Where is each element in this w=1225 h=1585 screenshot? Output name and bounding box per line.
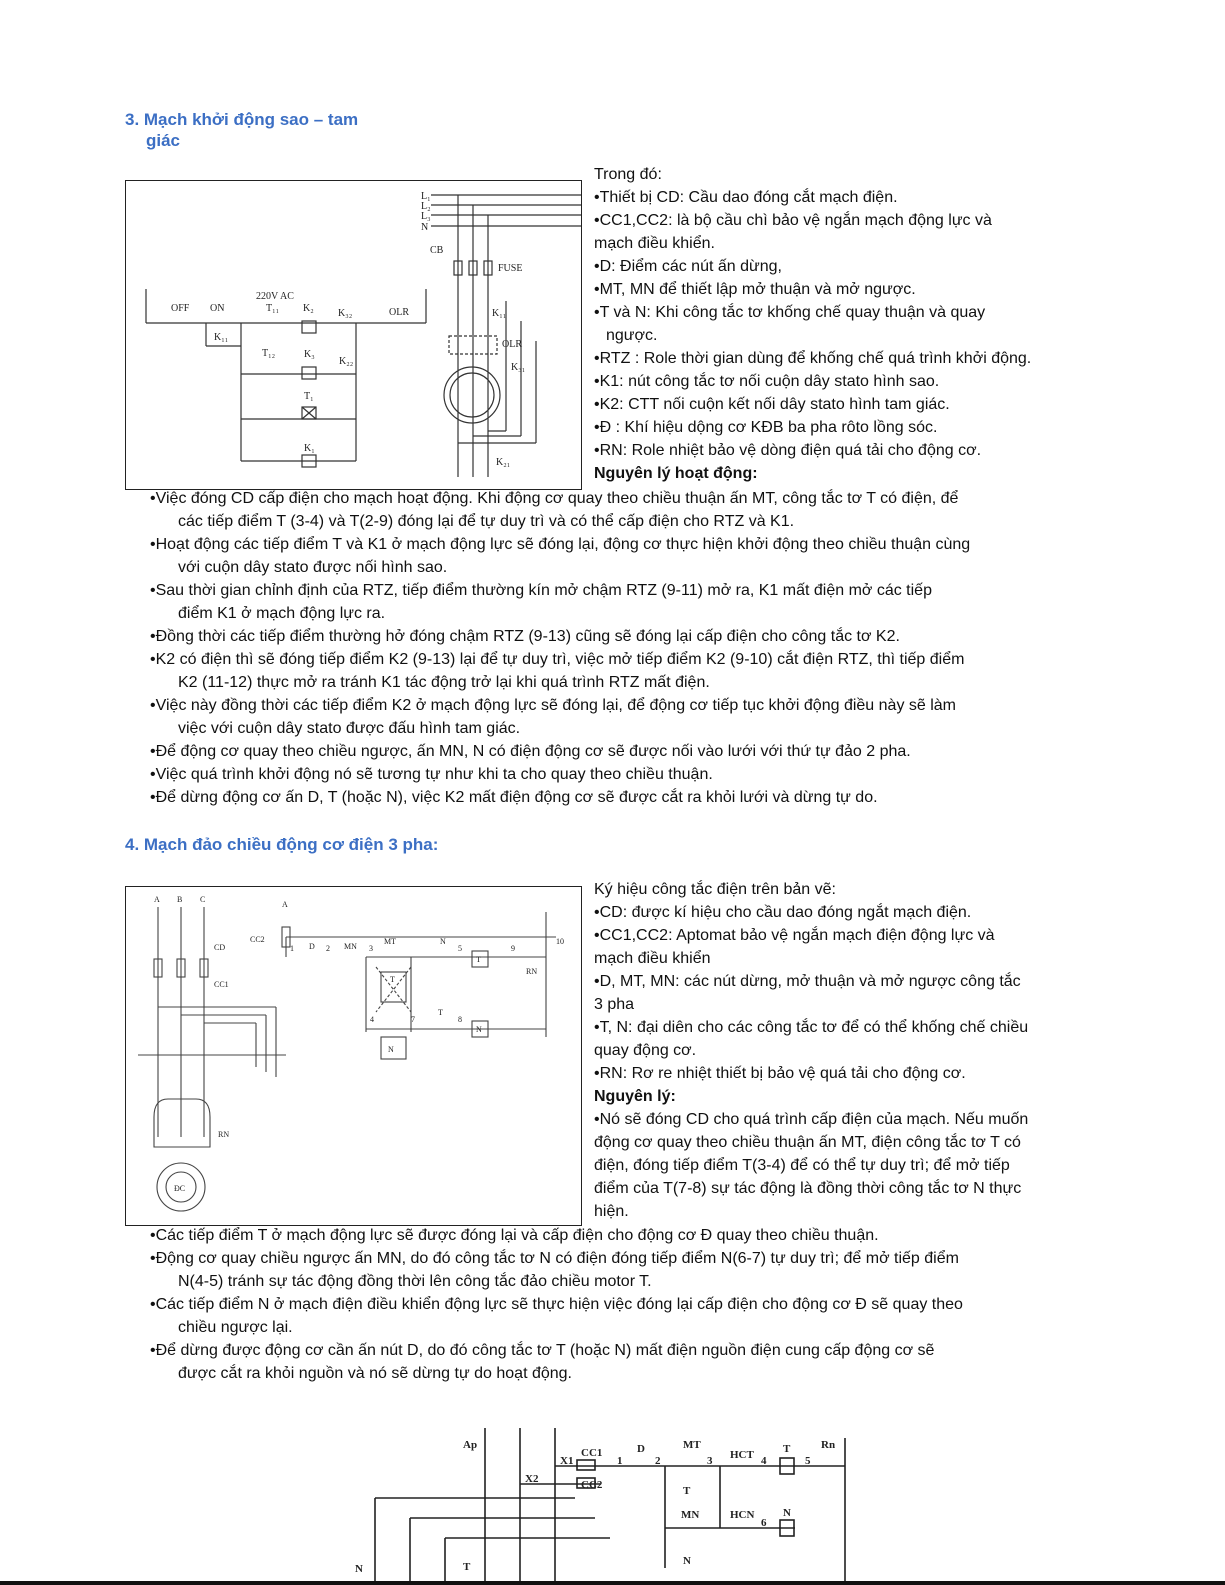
label-k11-power: K₁₁ — [492, 308, 507, 319]
label-n-coil: N — [783, 1507, 791, 1519]
principle-line: động cơ quay theo chiều thuận ấn MT, điện công tắc tơ T có — [594, 1134, 1021, 1151]
label-on: ON — [210, 303, 225, 314]
label-n-hold: N — [683, 1555, 691, 1567]
node-3: 3 — [369, 944, 373, 953]
node-5: 5 — [805, 1455, 811, 1467]
label-mt: MT — [683, 1439, 701, 1451]
reversing-diagram — [125, 886, 582, 1226]
node-1: 1 — [290, 944, 294, 953]
label-t-coil: T — [783, 1443, 791, 1455]
label-cc1: CC1 — [214, 980, 229, 989]
bullet-item: •Động cơ quay chiều ngược ấn MN, do đó công tắc tơ N có điện đóng tiếp điểm N(6-7) tự duy trì; để mở tiếp điểm N(4-5) tránh sự tác động đồng thời lên công tắc đảo chiều motor T. — [150, 1250, 959, 1290]
label-cc2: CC2 — [581, 1479, 603, 1491]
bullet-item: •Việc đóng CD cấp điện cho mạch hoạt động. Khi động cơ quay theo chiều thuận ấn MT, công tắc tơ T có điện, để các tiếp điểm T (3-4) và T(2-9) đóng lại để tự duy trì và có thể cấp điện cho RTZ và K1. — [150, 490, 959, 530]
label-mn: MN — [681, 1509, 700, 1521]
node-8: 8 — [458, 1015, 462, 1024]
label-n-coil: N — [476, 1025, 482, 1034]
node-1: 1 — [617, 1455, 623, 1467]
label-n-top: N — [440, 937, 446, 946]
label-cc1: CC1 — [581, 1447, 603, 1459]
section4-bullets — [150, 1224, 1210, 1385]
bullet-item: •Sau thời gian chỉnh định của RTZ, tiếp điểm thường kín mở chậm RTZ (9-11) mở ra, K1 mất điện mở các tiếp điểm K1 ở mạch động lực ra. — [150, 582, 932, 622]
label-k3: K₃ — [304, 349, 315, 360]
label-cd: CD — [214, 943, 226, 952]
section4-title: 4. Mạch đảo chiều động cơ điện 3 pha: — [125, 835, 439, 854]
label-k11-control: K₁₁ — [214, 332, 229, 343]
bullet-item: •Để động cơ quay theo chiều ngược, ấn MN, N có điện động cơ sẽ được nối vào lưới với thứ tự đảo 2 pha. — [150, 743, 911, 760]
legend-line: •T và N: Khi công tắc tơ khống chế quay thuận và quay — [594, 304, 986, 321]
label-k32: K₃₂ — [338, 308, 353, 319]
label-k22: K₂₂ — [339, 356, 354, 367]
node-10: 10 — [556, 937, 564, 946]
section4-principle-title: Nguyên lý: — [594, 1088, 676, 1105]
label-a-control: A — [282, 900, 288, 909]
label-t11: T₁₁ — [266, 303, 280, 314]
label-hcn: HCN — [730, 1509, 755, 1521]
label-t-coil: T — [476, 955, 481, 964]
legend-line: •K2: CTT nối cuộn kết nối dây stato hình tam giác. — [594, 396, 950, 413]
legend-line: •RTZ : Role thời gian dùng để khống chế quá trình khởi động. — [594, 350, 1032, 367]
label-n-bottom: N — [388, 1045, 394, 1054]
label-off: OFF — [171, 303, 190, 314]
node-9: 9 — [511, 944, 515, 953]
label-n: N — [421, 222, 429, 233]
label-l1: L₁ — [421, 191, 431, 202]
section3-principle-title: Nguyên lý hoạt động: — [594, 465, 758, 482]
reversing-diagram-2-svg — [355, 1418, 855, 1581]
label-t-hold: T — [683, 1485, 691, 1497]
legend-line: Trong đó: — [594, 166, 662, 183]
bullet-item: •Việc này đồng thời các tiếp điểm K2 ở mạch động lực sẽ đóng lại, để động cơ tiếp tục khởi động điều này sẽ làm việc với cuộn dây stato được đấu hình tam giác. — [150, 697, 957, 737]
principle-line: điện, đóng tiếp điểm T(3-4) để có thể tự duy trì; để mở tiếp — [594, 1157, 1010, 1174]
label-t-bottom: T — [438, 1008, 443, 1017]
node-2: 2 — [655, 1455, 661, 1467]
label-cb: CB — [430, 245, 444, 256]
label-n-power: N — [355, 1563, 363, 1575]
bullet-item: •K2 có điện thì sẽ đóng tiếp điểm K2 (9-13) lại để tự duy trì, việc mở tiếp điểm K2 (9-10) cắt điện RTZ, thì tiếp điểm K2 (11-12) thực mở ra tránh K1 tác động trở lại khi quá trình RTZ mất điện. — [150, 651, 965, 691]
label-cc2: CC2 — [250, 935, 265, 944]
reversing-diagram-2 — [355, 1418, 855, 1581]
label-220v: 220V AC — [256, 291, 294, 302]
legend-line: quay động cơ. — [594, 1042, 697, 1059]
section3-title: 3. Mạch khởi động sao – tam giác — [125, 110, 359, 150]
label-b: B — [177, 895, 183, 904]
bullet-item: •Đồng thời các tiếp điểm thường hở đóng chậm RTZ (9-13) cũng sẽ đóng lại cấp điện cho công tắc tơ K2. — [150, 628, 900, 645]
label-t12: T₁₂ — [262, 348, 276, 359]
page-bottom-border — [0, 1581, 1225, 1585]
label-k1: K₁ — [304, 443, 315, 454]
legend-line: •D, MT, MN: các nút dừng, mở thuận và mở ngược công tắc — [594, 973, 1021, 990]
label-hct: HCT — [730, 1449, 754, 1461]
bullet-item: •Các tiếp điểm T ở mạch động lực sẽ được đóng lại và cấp điện cho động cơ Đ quay theo chiều thuận. — [150, 1227, 879, 1244]
label-l3: L₃ — [421, 211, 431, 222]
legend-line: •D: Điểm các nút ấn dừng, — [594, 258, 782, 275]
legend-line: •RN: Role nhiệt bảo vệ dòng điện quá tải cho động cơ. — [594, 442, 982, 459]
label-mt: MT — [384, 937, 396, 946]
bullet-item: •Việc quá trình khởi động nó sẽ tương tự như khi ta cho quay theo chiều thuận. — [150, 766, 713, 783]
legend-line: mạch điều khiển — [594, 950, 711, 967]
legend-line: •CD: được kí hiệu cho cầu dao đóng ngắt mạch điện. — [594, 904, 972, 921]
legend-line: •Thiết bị CD: Cầu dao đóng cắt mạch điện. — [594, 189, 898, 206]
label-x2: X2 — [525, 1473, 539, 1485]
label-x1: X1 — [560, 1455, 574, 1467]
label-dc: ĐC — [174, 1184, 186, 1193]
section4-legend — [594, 878, 1028, 1223]
node-2: 2 — [326, 944, 330, 953]
node-5: 5 — [458, 944, 462, 953]
legend-line: •RN: Rơ re nhiệt thiết bị bảo vệ quá tải cho động cơ. — [594, 1065, 966, 1082]
principle-line: hiện. — [594, 1203, 629, 1220]
node-4: 4 — [370, 1015, 374, 1024]
principle-line: •Nó sẽ đóng CD cho quá trình cấp điện của mạch. Nếu muốn — [594, 1111, 1029, 1128]
label-rn: RN — [218, 1130, 230, 1139]
label-k21: K₂₁ — [496, 457, 511, 468]
legend-line: ngược. — [606, 327, 658, 344]
node-4: 4 — [761, 1455, 767, 1467]
bullet-item: •Để dừng được động cơ cần ấn nút D, do đó công tắc tơ T (hoặc N) mất điện nguồn điện cung cấp động cơ sẽ được cắt ra khỏi nguồn và nó sẽ dừng tự do hoạt động. — [150, 1342, 935, 1382]
legend-line: •CC1,CC2: là bộ cầu chì bảo vệ ngắn mạch động lực và — [594, 212, 992, 229]
label-ap: Ap — [463, 1439, 478, 1451]
label-d: D — [637, 1443, 645, 1455]
label-fuse: FUSE — [498, 263, 523, 274]
bullet-item: •Các tiếp điểm N ở mạch điện điều khiển động lực sẽ thực hiện việc đóng lại cấp điện cho động cơ Đ sẽ quay theo chiều ngược lại. — [150, 1296, 963, 1336]
bullet-item: •Hoạt động các tiếp điểm T và K1 ở mạch động lực sẽ đóng lại, động cơ thực hiện khởi động theo chiều thuận cùng với cuộn dây stato được nối hình sao. — [150, 536, 971, 576]
label-mn: MN — [344, 942, 357, 951]
label-olr-power: OLR — [502, 339, 522, 350]
label-c: C — [200, 895, 206, 904]
node-7: 7 — [411, 1015, 415, 1024]
label-rn-control: RN — [526, 967, 538, 976]
label-t-top: T — [390, 975, 395, 984]
legend-line: •K1: nút công tắc tơ nối cuộn dây stato hình sao. — [594, 373, 940, 390]
label-d: D — [309, 942, 315, 951]
legend-line: •T, N: đại diên cho các công tắc tơ để có thể khống chế chiều — [594, 1019, 1029, 1036]
reversing-svg — [126, 887, 581, 1225]
legend-line: •CC1,CC2: Aptomat bảo vệ ngắn mạch điện động lực và — [594, 927, 995, 944]
label-k2: K₂ — [303, 303, 314, 314]
label-k31: K₃₁ — [511, 362, 526, 373]
node-3: 3 — [707, 1455, 713, 1467]
legend-line: Ký hiệu công tắc điện trên bản vẽ: — [594, 881, 836, 898]
section3-bullets — [150, 487, 1210, 809]
bullet-item: •Để dừng động cơ ấn D, T (hoặc N), việc K2 mất điện động cơ sẽ được cắt ra khỏi lưới và dừng tự do. — [150, 789, 878, 806]
section3-legend — [594, 163, 1031, 485]
label-l2: L₂ — [421, 201, 431, 212]
label-a: A — [154, 895, 160, 904]
legend-line: mạch điều khiển. — [594, 235, 715, 252]
node-6: 6 — [761, 1517, 767, 1529]
legend-line: 3 pha — [594, 996, 635, 1013]
label-rn: Rn — [821, 1439, 836, 1451]
label-t-power: T — [463, 1561, 471, 1573]
principle-line: điểm của T(7-8) sự tác động là đồng thời công tắc tơ N thực — [594, 1180, 1022, 1197]
label-t1: T₁ — [304, 391, 314, 402]
star-delta-svg — [126, 181, 581, 489]
star-delta-diagram — [125, 180, 582, 490]
legend-line: •Đ : Khí hiệu dộng cơ KĐB ba pha rôto lồng sóc. — [594, 419, 938, 436]
legend-line: •MT, MN để thiết lập mở thuận và mở ngược. — [594, 281, 916, 298]
label-olr: OLR — [389, 307, 409, 318]
